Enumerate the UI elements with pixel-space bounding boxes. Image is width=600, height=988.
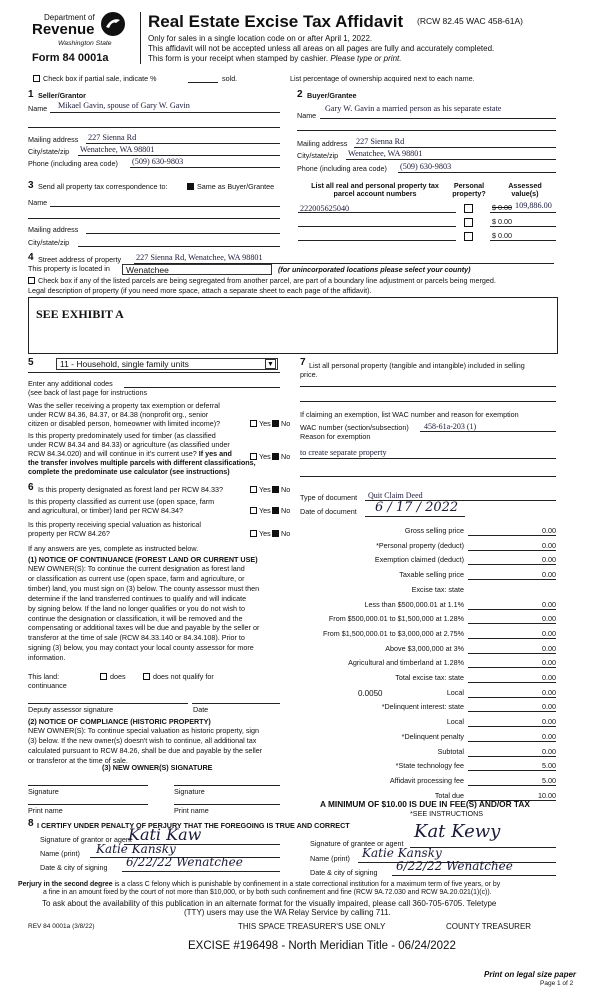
- deputy-sig-label: Deputy assessor signature: [28, 705, 114, 714]
- owner-print-label-1: Print name: [28, 806, 63, 815]
- notice-line: compensating or additional taxes will be due and payable by the seller or: [28, 623, 260, 633]
- sec1-heading: Seller/Grantor: [38, 91, 86, 100]
- buyer-phone[interactable]: (509) 630-9803: [400, 162, 452, 171]
- parcel-value-1[interactable]: $ 0.00: [492, 203, 512, 212]
- does-qualify-checkbox[interactable]: [100, 673, 107, 680]
- notice-line: or transferor at the time of sale.: [28, 755, 128, 765]
- timber-yes-label: Yes: [259, 452, 271, 461]
- historic-yes-label: Yes: [259, 529, 271, 538]
- state-label: Washington State: [58, 40, 112, 47]
- revenue-logo-icon: [100, 11, 126, 37]
- sec6-number: 6: [28, 482, 34, 493]
- seller-phone[interactable]: (509) 630-9803: [132, 157, 184, 166]
- timber-q-b: under RCW 84.34 and 84.33) or agriculture (as classified under: [28, 440, 230, 449]
- if-any-note: If any answers are yes, complete as instructed below.: [28, 544, 199, 553]
- tax-row-value[interactable]: 0.00: [542, 555, 556, 565]
- dept-label: Department of: [44, 13, 95, 22]
- buyer-mail-label: Mailing address: [297, 139, 348, 148]
- sec4-number: 4: [28, 252, 34, 263]
- notice-compliance-heading: (2) NOTICE OF COMPLIANCE (HISTORIC PROPERTY): [28, 717, 211, 726]
- tax-row-label: *Delinquent interest: state: [381, 702, 464, 712]
- forest-q: Is this property designated as forest land per RCW 84.33?: [38, 485, 223, 494]
- same-as-buyer-label: Same as Buyer/Grantee: [197, 182, 275, 191]
- tax-row-value[interactable]: 0.00: [542, 628, 556, 638]
- timber-q-c: RCW 84.34.020) and will continue in it's current use? If yes and: [28, 449, 232, 458]
- parcel-header-3: Assessed value(s): [508, 181, 542, 199]
- tty-note: (TTY) users may use the WA Relay Service by calling 711.: [184, 908, 391, 917]
- does-not-qualify-checkbox[interactable]: [143, 673, 150, 680]
- personal-property-label: List all personal property (tangible and intangible) included in selling: [309, 361, 525, 370]
- ownership-note: List percentage of ownership acquired next to each name.: [290, 74, 475, 83]
- subtitle-3: This form is your receipt when stamped by cashier. Please type or print.: [148, 54, 402, 63]
- tax-row-value[interactable]: 0.00: [542, 540, 556, 550]
- personal-property-checkbox-2[interactable]: [464, 218, 473, 227]
- sec3-number: 3: [28, 180, 34, 191]
- tax-row-label: Above $3,000,000 at 3%: [385, 643, 464, 653]
- grantee-name-label: Name (print): [310, 854, 350, 863]
- tax-row-label: Agricultural and timberland at 1.28%: [348, 658, 464, 668]
- forest-no-label: No: [281, 485, 291, 494]
- tax-row-label: Gross selling price: [404, 526, 464, 535]
- street-value[interactable]: 227 Sienna Rd, Wenatchee, WA 98801: [136, 253, 263, 262]
- seller-mail[interactable]: 227 Sienna Rd: [88, 133, 137, 142]
- forest-no-checkbox[interactable]: [272, 486, 279, 493]
- legal-description: SEE EXHIBIT A: [36, 307, 124, 321]
- tax-row-label: Taxable selling price: [399, 570, 464, 580]
- tax-row-label: *Delinquent penalty: [401, 731, 464, 741]
- tax-row-value[interactable]: 10.00: [538, 790, 556, 800]
- buyer-phone-label: Phone (including area code): [297, 164, 387, 173]
- tax-row-value[interactable]: 0.00: [542, 614, 556, 624]
- legal-label: Legal description of property (if you need more space, attach a separate sheet to each page of the affidavit).: [28, 286, 372, 295]
- tax-row-label: *State technology fee: [395, 761, 464, 771]
- seller-city[interactable]: Wenatchee, WA 98801: [80, 145, 155, 154]
- minimum-due-note: A MINIMUM OF $10.00 IS DUE IN FEE(S) AND/OR TAX: [320, 799, 530, 809]
- tax-row-value[interactable]: 0.00: [542, 717, 556, 727]
- exemption-q-b: under RCW 84.36, 84.37, or 84.38 (nonprofit org., senior: [28, 410, 209, 419]
- parcel-acct-1[interactable]: 222005625040: [300, 204, 350, 213]
- exempt-label: If claiming an exemption, list WAC number and reason for exemption: [300, 410, 519, 419]
- sec2-number: 2: [297, 89, 303, 100]
- partial-sold: sold.: [222, 74, 238, 83]
- current-use-yes-label: Yes: [259, 506, 271, 515]
- reason-value[interactable]: to create separate property: [300, 448, 387, 457]
- notice-line: calculated pursuant to RCW 84.26, shall be due and payable by the seller: [28, 745, 263, 755]
- tax-row-label: Excise tax: state: [411, 584, 464, 594]
- corr-mail-label: Mailing address: [28, 225, 79, 234]
- subtitle-1: Only for sales in a single location code on or after April 1, 2022.: [148, 34, 373, 43]
- see-instructions: *SEE INSTRUCTIONS: [410, 809, 484, 818]
- wac-label: WAC number (section/subsection): [300, 423, 409, 432]
- timber-q-e: the transfer involves multiple parcels with different classifications,: [28, 458, 256, 467]
- timber-q-f: complete the predominate use calculator (see instructions): [28, 467, 230, 476]
- tax-row-value[interactable]: 0.00: [542, 570, 556, 580]
- historic-no-label: No: [281, 529, 291, 538]
- grantee-date-label: Date & city of signing: [310, 868, 378, 877]
- sec1-number: 1: [28, 89, 34, 100]
- exemption-yes-checkbox[interactable]: [250, 420, 257, 427]
- sec8-number: 8: [28, 818, 34, 829]
- tax-row-value[interactable]: 0.00: [542, 702, 556, 712]
- excise-stamp: EXCISE #196498 - North Meridian Title - 06/24/2022: [188, 940, 456, 952]
- wac-value[interactable]: 458-61a-203 (1): [424, 422, 477, 431]
- doc-type-value[interactable]: Quit Claim Deed: [368, 491, 423, 500]
- partial-pct-line: [188, 82, 218, 83]
- grantor-name-label: Name (print): [40, 849, 80, 858]
- alt-format-note: To ask about the availability of this publication in an alternate format for the visually impaired, please call 360-705-6705. Teletype: [42, 899, 497, 908]
- tax-row-label: Total excise tax: state: [395, 673, 464, 682]
- doc-date-label: Date of document: [300, 507, 357, 516]
- timber-no-label: No: [281, 452, 291, 461]
- tax-row-label: Less than $500,000.01 at 1.1%: [364, 599, 464, 609]
- buyer-city-label: City/state/zip: [297, 151, 339, 160]
- grantee-signature: Kat Kewy: [414, 821, 501, 842]
- notice-line: determine if the land transferred continues to qualify and will indicate: [28, 593, 247, 603]
- seller-phone-label: Phone (including area code): [28, 159, 118, 168]
- tax-row-label: Subtotal: [437, 746, 464, 756]
- treasurer-use: THIS SPACE TREASURER'S USE ONLY: [238, 922, 386, 931]
- forest-yes-checkbox[interactable]: [250, 486, 257, 493]
- tax-row-label: *Personal property (deduct): [376, 540, 464, 550]
- partial-sale-checkbox[interactable]: [33, 75, 40, 82]
- tax-row-value[interactable]: 5.00: [542, 775, 556, 785]
- parcel-header-1: List all real and personal property tax parcel account numbers: [311, 181, 439, 199]
- subtitle-2: This affidavit will not be accepted unless all areas on all pages are fully and accurately completed.: [148, 44, 495, 53]
- location-select[interactable]: Wenatchee: [122, 264, 272, 275]
- street-label: Street address of property: [38, 255, 122, 264]
- legal-paper-note: Print on legal size paper: [484, 970, 577, 979]
- tax-row-label: From $500,000.01 to $1,500,000 at 1.28%: [328, 614, 464, 624]
- exemption-q-a: Was the seller receiving a property tax exemption or deferral: [28, 401, 220, 410]
- this-land-label: This land:: [28, 672, 60, 681]
- grantee-sig-label: Signature of grantee or agent: [310, 839, 404, 848]
- sec7-number: 7: [300, 357, 306, 368]
- parcel-value-2[interactable]: $ 0.00: [492, 217, 512, 226]
- buyer-name[interactable]: Gary W. Gavin a married person as his separate estate: [325, 104, 502, 113]
- this-land-label-2: continuance: [28, 681, 67, 690]
- grantor-name[interactable]: Katie Kansky: [96, 842, 176, 856]
- seller-name-label: Name: [28, 104, 48, 113]
- tax-row-value[interactable]: 0.00: [542, 731, 556, 741]
- timber-no-checkbox[interactable]: [272, 453, 279, 460]
- revenue-logo-text: Revenue: [32, 21, 95, 38]
- does-label: does: [110, 672, 126, 681]
- local-rate: 0.0050: [358, 688, 383, 698]
- buyer-city[interactable]: Wenatchee, WA 98801: [348, 149, 423, 158]
- perjury-note: Perjury in the second degree is a class C felony which is punishable by confinement in a state correctional institution for a maximum term of five years, or by: [18, 881, 501, 888]
- parcel-value-hw-1: 109,886.00: [515, 201, 552, 210]
- notice-line: NEW OWNER(S): To continue the current designation as forest land: [28, 564, 245, 573]
- current-use-no-label: No: [281, 506, 291, 515]
- header-divider: [140, 12, 141, 64]
- chevron-down-icon[interactable]: ▼: [265, 359, 276, 369]
- owner-print-label-2: Print name: [174, 806, 209, 815]
- segregated-checkbox[interactable]: [28, 277, 35, 284]
- tax-row-label: Local: [446, 687, 464, 697]
- historic-no-checkbox[interactable]: [272, 530, 279, 537]
- grantor-signature: Kati Kaw: [128, 825, 202, 844]
- forest-yes-label: Yes: [259, 485, 271, 494]
- notice-line: signing (3) below, you may contact your local county assessor for more: [28, 643, 254, 653]
- notice-line: NEW OWNER(S): To continue special valuation as historic property, sign: [28, 726, 260, 735]
- corr-name-label: Name: [28, 198, 48, 207]
- buyer-mail[interactable]: 227 Sienna Rd: [356, 137, 405, 146]
- notice-line: continue the designation or classification, it will be removed and the: [28, 613, 243, 623]
- timber-q-a: Is this property predominately used for timber (as classified: [28, 431, 216, 440]
- grantee-name[interactable]: Katie Kansky: [362, 846, 442, 860]
- notice-continuance-heading: (1) NOTICE OF CONTINUANCE (FOREST LAND OR CURRENT USE): [28, 555, 258, 564]
- uninc-note: (for unincorporated locations please select your county): [278, 265, 471, 274]
- seller-mail-label: Mailing address: [28, 135, 79, 144]
- personal-property-label-2: price.: [300, 370, 318, 379]
- exemption-no-label: No: [281, 419, 291, 428]
- additional-codes-note: (see back of last page for instructions: [28, 388, 148, 397]
- historic-q-a: Is this property receiving special valuation as historical: [28, 520, 201, 529]
- seller-city-label: City/state/zip: [28, 147, 70, 156]
- personal-property-checkbox-3[interactable]: [464, 232, 473, 241]
- exemption-yes-label: Yes: [259, 419, 271, 428]
- tax-row-value[interactable]: 0.00: [542, 687, 556, 697]
- located-label: This property is located in: [28, 264, 110, 273]
- exemption-q-c: citizen or disabled person, homeowner with limited income)?: [28, 419, 221, 428]
- owner-sig-label-2: Signature: [174, 787, 205, 796]
- parcel-value-3[interactable]: $ 0.00: [492, 231, 512, 240]
- doc-type-label: Type of document: [300, 493, 358, 502]
- parcel-header-2: Personal property?: [452, 181, 486, 199]
- legal-description-box[interactable]: [28, 297, 558, 354]
- grantor-sig-label: Signature of grantor or agent: [40, 835, 132, 844]
- tax-row-value[interactable]: 5.00: [542, 761, 556, 771]
- buyer-name-label: Name: [297, 111, 317, 120]
- tax-row-label: Total due: [434, 790, 464, 800]
- tax-row-value[interactable]: 0.00: [542, 746, 556, 756]
- notice-line: transferor at the time of sale (RCW 84.33.140 or 84.34.108). Prior to: [28, 633, 245, 643]
- deputy-date-label: Date: [193, 705, 209, 714]
- new-owner-sig-heading: (3) NEW OWNER(S) SIGNATURE: [102, 763, 213, 772]
- personal-property-checkbox-1[interactable]: [464, 204, 473, 213]
- grantor-date-label: Date & city of signing: [40, 863, 108, 872]
- form-rcw: (RCW 82.45 WAC 458-61A): [417, 16, 523, 26]
- does-not-label: does not qualify for: [153, 672, 214, 681]
- notice-line: (3) below. If the new owner(s) doesn't wish to continue, all additional tax: [28, 735, 257, 745]
- tax-row-label: Exemption claimed (deduct): [374, 555, 464, 565]
- seller-name[interactable]: Mikael Gavin, spouse of Gary W. Gavin: [58, 101, 190, 110]
- partial-sale-label: Check box if partial sale, indicate %: [43, 74, 157, 83]
- historic-yes-checkbox[interactable]: [250, 530, 257, 537]
- tax-row-value[interactable]: 0.00: [542, 643, 556, 653]
- notice-line: or classification as current use (open space, farm and agriculture, or: [28, 573, 245, 583]
- corr-label: Send all property tax correspondence to:: [38, 182, 168, 191]
- sec2-heading: Buyer/Grantee: [307, 91, 357, 100]
- current-use-q-b: and agricultural, or timber) land per RCW 84.34?: [28, 506, 184, 515]
- reason-label: Reason for exemption: [300, 432, 371, 441]
- current-use-no-checkbox[interactable]: [272, 507, 279, 514]
- county-treasurer: COUNTY TREASURER: [446, 922, 532, 931]
- tax-row-label: From $1,500,000.01 to $3,000,000 at 2.75%: [322, 628, 464, 638]
- historic-q-b: property per RCW 84.26?: [28, 529, 110, 538]
- sec5-number: 5: [28, 357, 34, 368]
- same-as-buyer-checkbox[interactable]: [187, 183, 194, 190]
- current-use-q-a: Is this property classified as current use (open space, farm: [28, 497, 215, 506]
- form-number: Form 84 0001a: [32, 52, 109, 64]
- tax-row-value[interactable]: 0.00: [542, 526, 556, 535]
- perjury-note-2: a fine in an amount fixed by the court of not more than $10,000, or by both such confinement and fine (RCW 9A.72.030 and RCW 9A.20.021(1)(c)).: [43, 889, 492, 896]
- corr-city-label: City/state/zip: [28, 238, 70, 247]
- form-title: Real Estate Excise Tax Affidavit: [148, 12, 404, 31]
- notice-line: information.: [28, 653, 66, 663]
- notice-line: timber) land, you must sign on (3) below. The county assessor must then: [28, 583, 260, 593]
- doc-date-value[interactable]: 6 / 17 / 2022: [375, 500, 459, 515]
- certify-statement: I CERTIFY UNDER PENALTY OF PERJURY THAT THE FOREGOING IS TRUE AND CORRECT: [37, 821, 350, 830]
- page-number: Page 1 of 2: [540, 980, 574, 987]
- exemption-no-checkbox[interactable]: [272, 420, 279, 427]
- additional-codes-label: Enter any additional codes: [28, 379, 113, 388]
- segregated-label: Check box if any of the listed parcels are being segregated from another parcel, are part of a boundary line adjustment or parcels being merged.: [38, 276, 496, 285]
- notice-line: by signing below. If the land no longer qualifies or you do not wish to: [28, 603, 245, 613]
- tax-row-value[interactable]: 0.00: [542, 673, 556, 682]
- form-revision: REV 84 0001a (3/8/22): [28, 923, 95, 930]
- grantee-date-city[interactable]: 6/22/22 Wenatchee: [396, 859, 513, 873]
- tax-row-value[interactable]: 0.00: [542, 599, 556, 609]
- tax-row-label: Local: [446, 717, 464, 727]
- owner-sig-label-1: Signature: [28, 787, 59, 796]
- land-use-select[interactable]: 11 - Household, single family units: [56, 358, 278, 370]
- tax-row-label: Affidavit processing fee: [389, 775, 464, 785]
- current-use-yes-checkbox[interactable]: [250, 507, 257, 514]
- tax-row-value[interactable]: 0.00: [542, 658, 556, 668]
- grantor-date-city[interactable]: 6/22/22 Wenatchee: [126, 855, 243, 869]
